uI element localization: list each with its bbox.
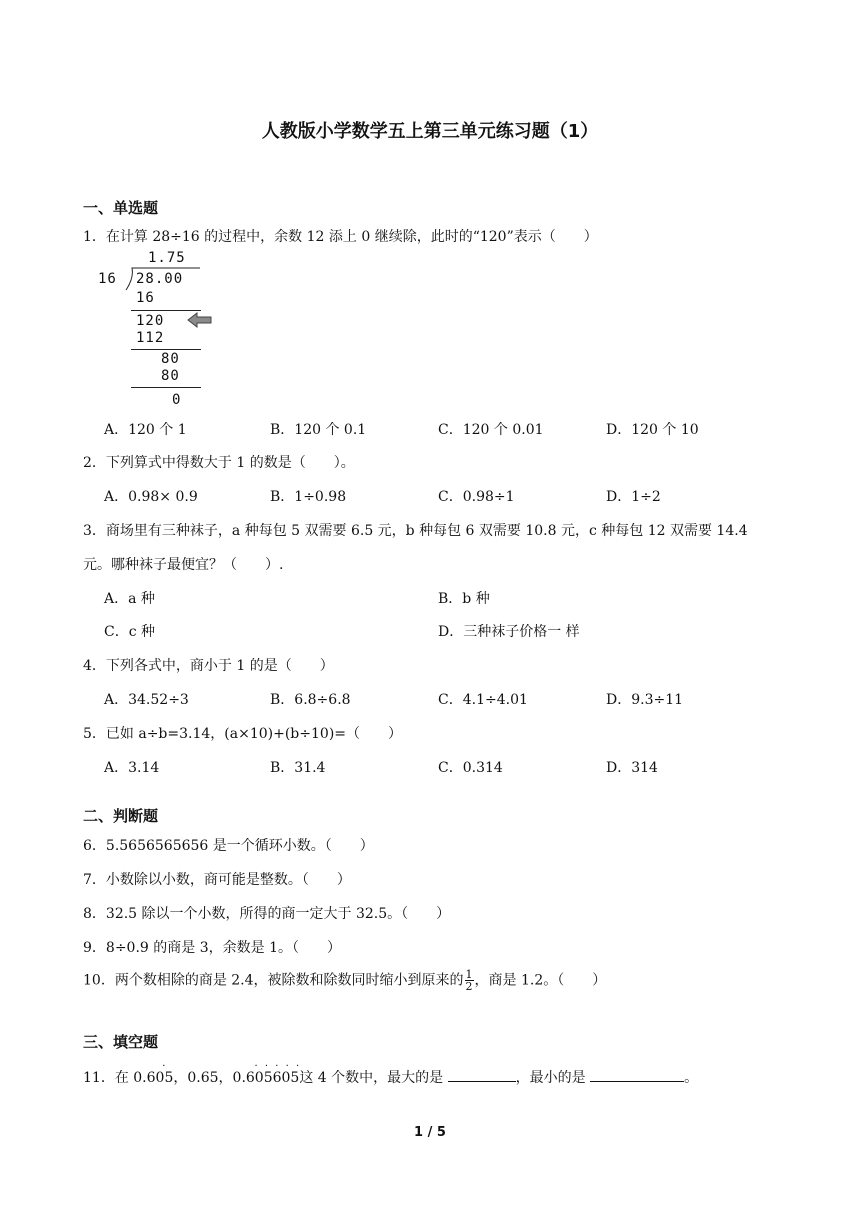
question-11-mid: 这 4 个数中，最大的是 xyxy=(299,1070,448,1086)
question-6-text: 6．5.5656565656 是一个循环小数。（ ） xyxy=(83,838,374,854)
question-1-option-d[interactable]: D．120 个 10 xyxy=(606,422,699,438)
question-2-option-a[interactable]: A．0.98× 0.9 xyxy=(104,489,198,505)
question-2-option-d[interactable]: D．1÷2 xyxy=(606,489,661,505)
question-1-option-b[interactable]: B．120 个 0.1 xyxy=(270,422,367,438)
question-11-mid2: ，最小的是 xyxy=(515,1070,591,1086)
question-5-option-b[interactable]: B．31.4 xyxy=(270,760,326,776)
repeating-decimal-2-value: 0.605605 xyxy=(232,1070,300,1086)
division-rule xyxy=(131,310,201,311)
division-step: 112 xyxy=(136,330,165,346)
division-step: 80 xyxy=(161,351,180,367)
division-quotient: 1.75 xyxy=(148,250,186,266)
section-heading-fill-blank: 三、填空题 xyxy=(83,1033,159,1051)
question-11-text xyxy=(83,1061,699,1087)
division-rule xyxy=(131,387,201,388)
question-2-option-b[interactable]: B．1÷0.98 xyxy=(270,489,347,505)
question-10-text xyxy=(83,969,606,992)
question-4-option-d[interactable]: D．9.3÷11 xyxy=(606,692,684,708)
page-number: 1 / 5 xyxy=(414,1125,446,1140)
question-5-text: 5．已如 a÷b=3.14，(a×10)+(b÷10)=（ ） xyxy=(83,726,403,742)
fraction-denominator: 2 xyxy=(465,980,473,993)
question-8-text: 8．32.5 除以一个小数，所得的商一定大于 32.5。（ ） xyxy=(83,906,451,922)
question-10-prefix: 10．两个数相除的商是 2.4，被除数和除数同时缩小到原来的 xyxy=(83,972,464,989)
question-4-option-c[interactable]: C．4.1÷4.01 xyxy=(438,692,528,708)
fraction-one-half xyxy=(465,969,474,992)
question-5-option-c[interactable]: C．0.314 xyxy=(438,760,503,776)
question-9-text: 9．8÷0.9 的商是 3，余数是 1。（ ） xyxy=(83,940,341,956)
answer-blank-largest[interactable] xyxy=(448,1069,516,1082)
question-1-option-c[interactable]: C．120 个 0.01 xyxy=(438,422,544,438)
division-step: 0 xyxy=(172,392,182,408)
question-3-option-c[interactable]: C．c 种 xyxy=(104,624,156,640)
question-11-end: 。 xyxy=(684,1070,699,1086)
question-3-option-d[interactable]: D．三种袜子价格一 样 xyxy=(438,624,580,640)
division-dividend: 28.00 xyxy=(136,271,184,287)
division-divisor: 16 xyxy=(98,271,117,287)
repeat-dot: · xyxy=(162,1061,166,1072)
section-heading-true-false: 二、判断题 xyxy=(83,807,159,825)
fraction-numerator: 1 xyxy=(465,968,473,981)
question-2-text: 2．下列算式中得数大于 1 的数是（ ）。 xyxy=(83,455,355,471)
question-4-text: 4．下列各式中，商小于 1 的是（ ） xyxy=(83,658,334,674)
question-5-option-d[interactable]: D．314 xyxy=(606,760,658,776)
question-11-sep: ，0.65， xyxy=(173,1070,233,1086)
repeating-decimal-1-value: 0.605 xyxy=(133,1070,174,1086)
question-7-text: 7．小数除以小数，商可能是整数。（ ） xyxy=(83,872,351,888)
question-1-option-a[interactable]: A．120 个 1 xyxy=(104,422,187,438)
question-5-option-a[interactable]: A．3.14 xyxy=(104,760,160,776)
question-4-option-a[interactable]: A．34.52÷3 xyxy=(104,692,189,708)
question-3-text: 3．商场里有三种袜子，a 种每包 5 双需要 6.5 元，b 种每包 6 双需要 10.8 元，c 种每包 12 双需要 14.4 xyxy=(83,523,748,539)
question-10-suffix: ，商是 1.2。（ ） xyxy=(474,972,607,989)
question-3-text-cont: 元。哪种袜子最便宜？（ ）. xyxy=(83,557,284,573)
division-rule xyxy=(131,349,201,350)
division-step: 120 xyxy=(136,313,165,329)
division-step: 80 xyxy=(161,368,180,384)
question-3-option-b[interactable]: B．b 种 xyxy=(438,591,490,607)
question-2-option-c[interactable]: C．0.98÷1 xyxy=(438,489,515,505)
question-1-text: 1．在计算 28÷16 的过程中，余数 12 添上 0 继续除，此时的“120”表示（ ） xyxy=(83,229,598,245)
answer-blank-smallest[interactable] xyxy=(590,1069,684,1082)
repeat-dots: · · · · · xyxy=(254,1061,302,1072)
section-heading-single-choice: 一、单选题 xyxy=(83,199,159,217)
division-step: 16 xyxy=(136,290,155,306)
question-3-option-a[interactable]: A．a 种 xyxy=(104,591,155,607)
repeating-decimal-2 xyxy=(232,1061,302,1086)
page-title: 人教版小学数学五上第三单元练习题（1） xyxy=(261,121,599,142)
question-4-option-b[interactable]: B．6.8÷6.8 xyxy=(270,692,351,708)
left-arrow-icon xyxy=(187,312,213,328)
question-11-prefix: 11．在 xyxy=(83,1070,134,1086)
repeating-decimal-1 xyxy=(133,1061,174,1086)
